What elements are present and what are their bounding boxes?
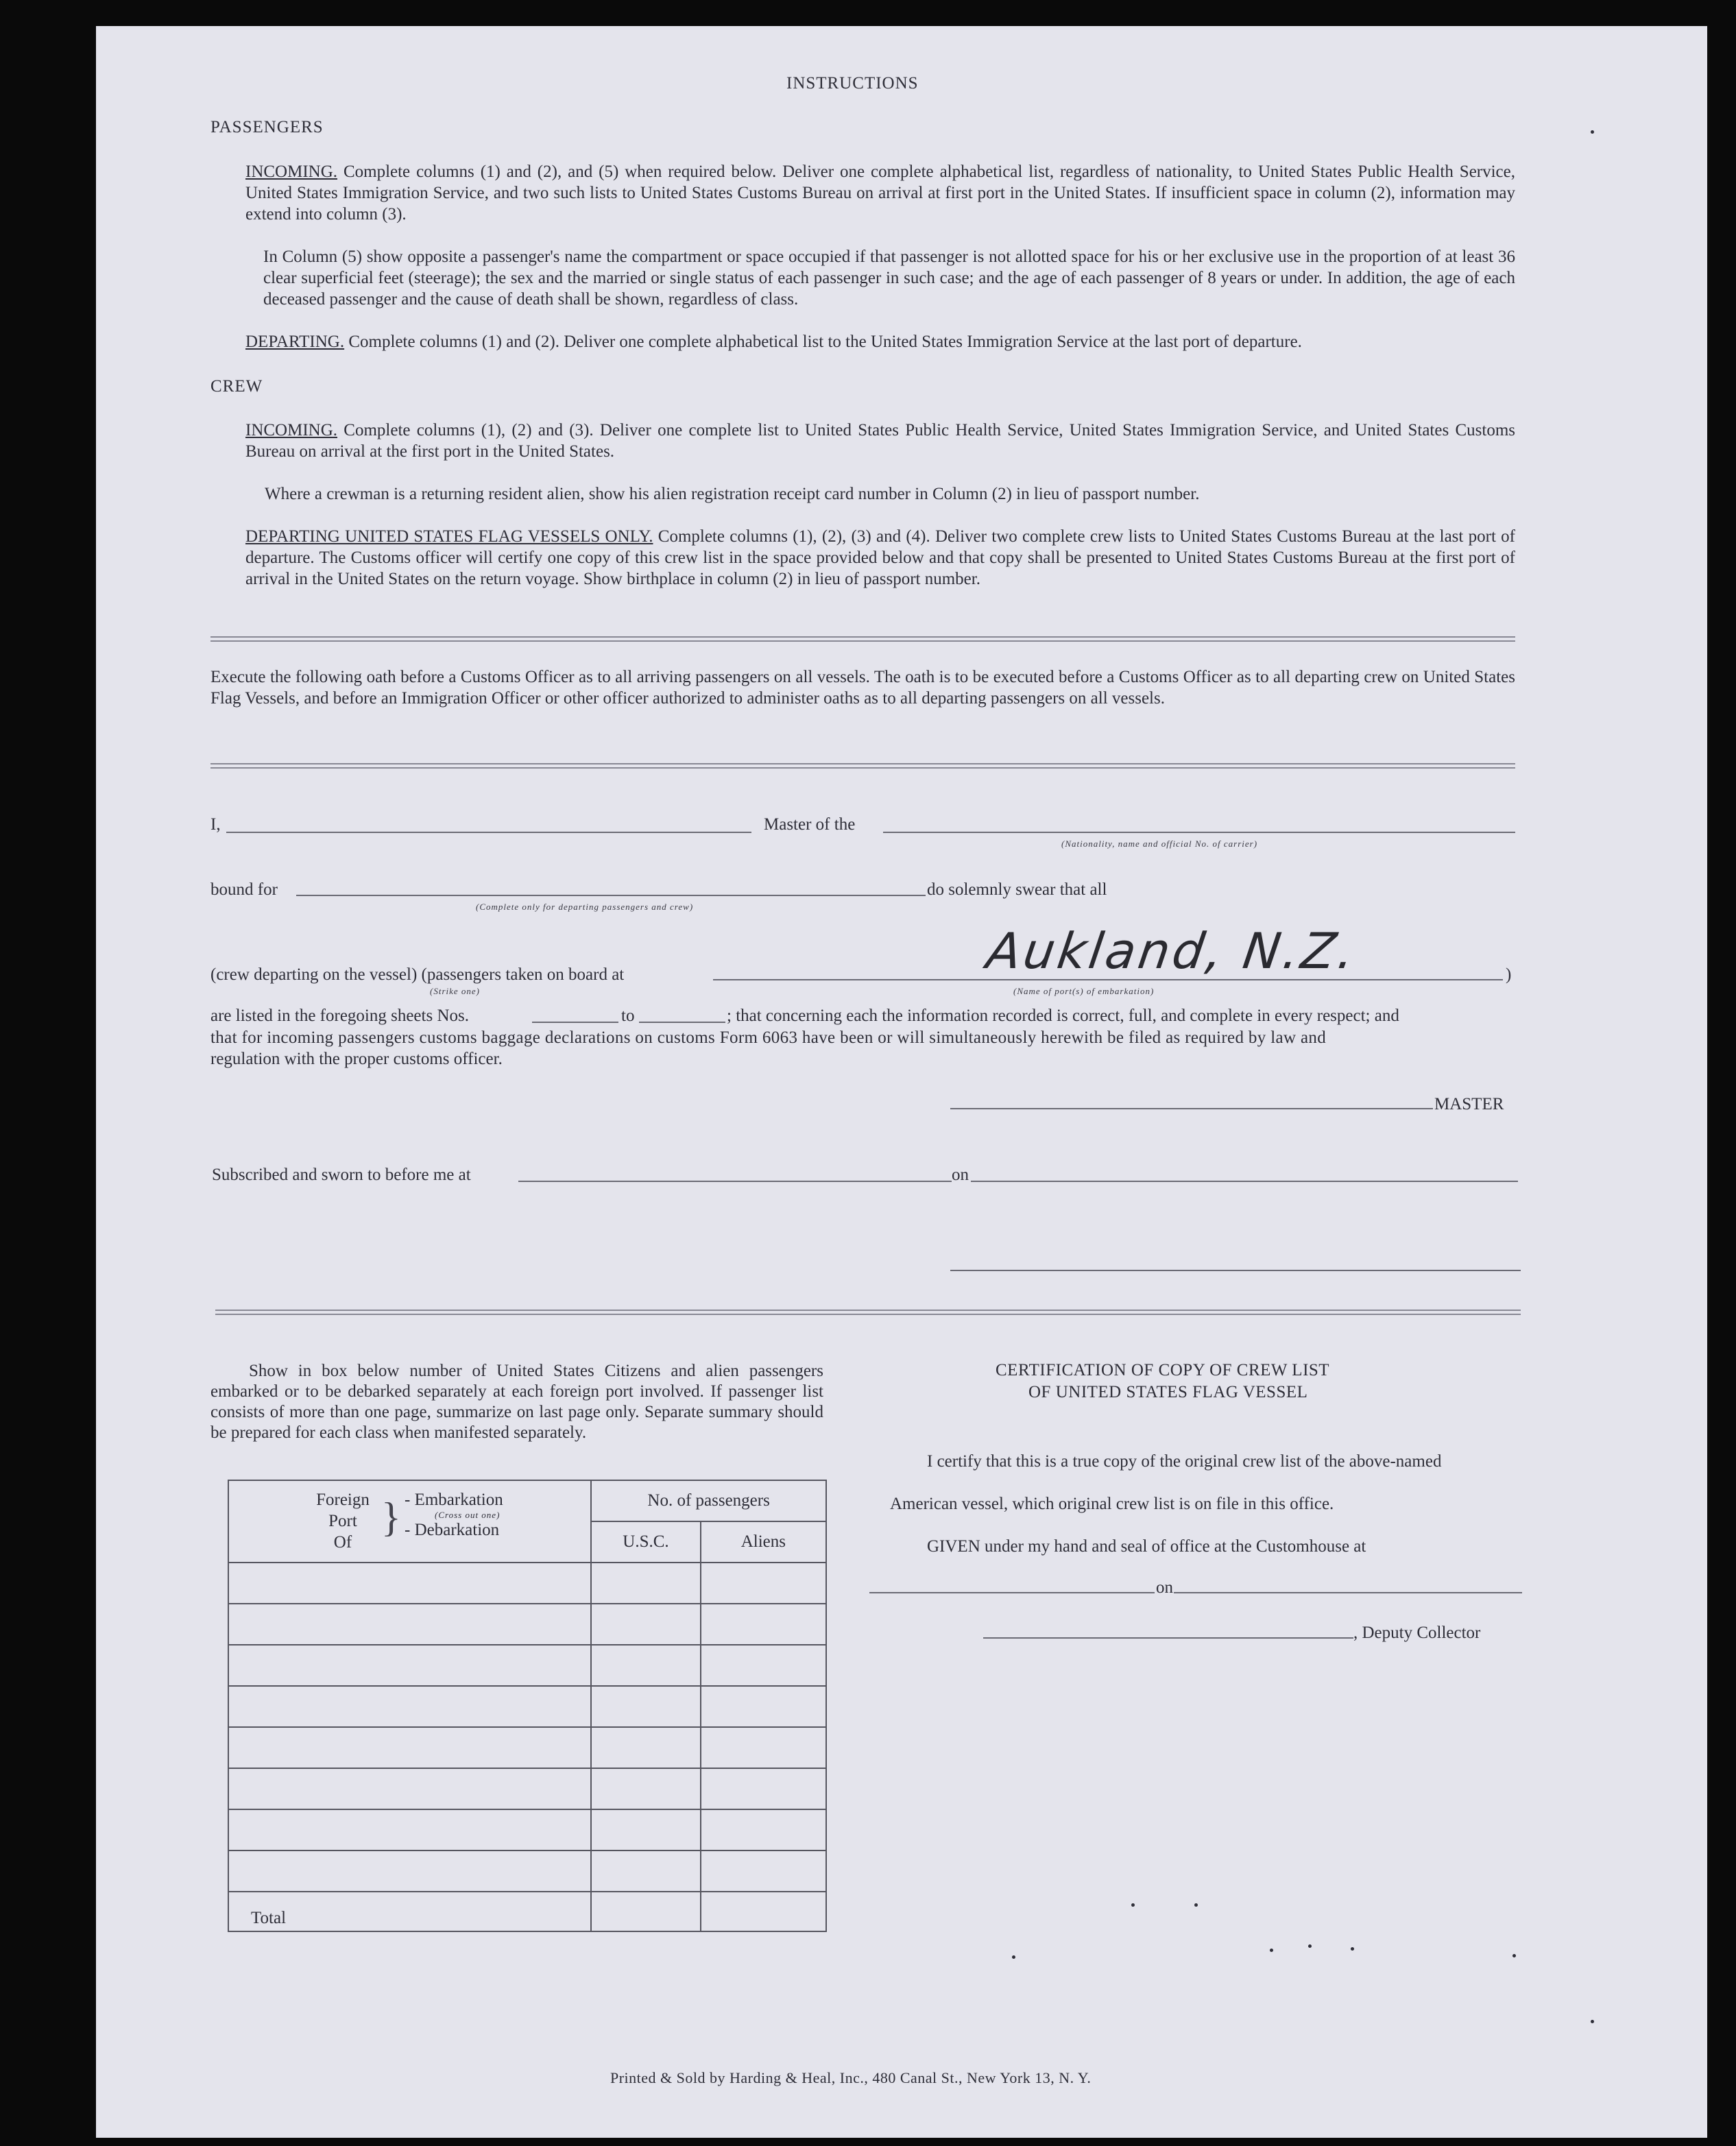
- oath-i-label: I,: [210, 815, 221, 834]
- table-row: [228, 1604, 826, 1645]
- crew-incoming-text: Complete columns (1), (2) and (3). Deliver one complete list to United States Public Health Service, United States Immigration Service, and United States Customs Bureau on arrival at the first port in the United States.: [245, 421, 1515, 461]
- table-row: [228, 1727, 826, 1768]
- printer-footer: Printed & Sold by Harding & Heal, Inc., 480 Canal St., New York 13, N. Y.: [610, 2069, 1092, 2086]
- strike-one-note: (Strike one): [430, 986, 481, 996]
- listed-line-2: that for incoming passengers customs baggage declarations on customs Form 6063 have been or will simultaneously herewith be filed as required by law and: [210, 1028, 1327, 1047]
- header-cross-out: (Cross out one): [435, 1510, 501, 1520]
- crew-incoming-paragraph: [245, 420, 1515, 462]
- usc-header: U.S.C.: [591, 1521, 700, 1563]
- divider: [210, 636, 1515, 642]
- table-row: [228, 1645, 826, 1686]
- header-of: Of: [333, 1533, 352, 1552]
- listed-sheets-label: are listed in the foregoing sheets Nos.: [210, 1006, 469, 1025]
- scan-speck: [1308, 1944, 1312, 1948]
- foreign-port-header: [228, 1480, 591, 1563]
- listed-text-rest: ; that concerning each the information recorded is correct, full, and complete in every respect; and: [727, 1006, 1399, 1025]
- to-label: to: [621, 1006, 635, 1025]
- scan-speck: [1012, 1955, 1015, 1959]
- divider: [215, 1310, 1521, 1315]
- header-port: Port: [328, 1512, 357, 1530]
- table-row: [228, 1768, 826, 1809]
- scan-speck: [1351, 1947, 1354, 1951]
- total-label: Total: [228, 1892, 591, 1931]
- certification-on-label: on: [1156, 1578, 1173, 1597]
- port-handwritten: Aukland, N.Z.: [983, 922, 1361, 980]
- crew-heading: CREW: [210, 377, 263, 396]
- sworn-on-label: on: [952, 1166, 969, 1184]
- certification-date-field[interactable]: [1174, 1592, 1522, 1593]
- passengers-incoming-text: Complete columns (1) and (2), and (5) when required below. Deliver one complete alphabetical list, regardless of nationality, to United States Public Health Service, United States Immigration Service, and two such lists to United States Customs Bureau on arrival at first port in the United States. If insufficient space in column (2), information may extend into column (3).: [245, 162, 1515, 224]
- certify-line-2: American vessel, which original crew list is on file in this office.: [890, 1495, 1334, 1513]
- instructions-title: INSTRUCTIONS: [786, 74, 919, 93]
- header-embarkation: - Embarkation: [405, 1491, 503, 1509]
- scan-speck: [1194, 1903, 1198, 1907]
- crew-departing-text: Complete columns (1), (2), (3) and (4). Deliver two complete crew lists to United States Customs Bureau at the last port of departure. The Customs officer will certify one copy of this crew list in the space provided below and that copy shall be presented to United States Customs Bureau at the first port of arrival in the United States on the return voyage. Show birthplace in column (2) in lieu of passport number.: [245, 527, 1515, 588]
- crew-passengers-label: (crew departing on the vessel) (passengers taken on board at: [210, 965, 625, 984]
- sheet-to-field[interactable]: [639, 1022, 725, 1023]
- sworn-at-field[interactable]: [518, 1181, 952, 1182]
- table-row: [228, 1850, 826, 1892]
- master-of-the-label: Master of the: [764, 815, 856, 834]
- crew-departing-paragraph: [245, 526, 1515, 590]
- bound-for-label: bound for: [210, 880, 278, 899]
- header-foreign: Foreign: [316, 1491, 370, 1509]
- oath-intro: Execute the following oath before a Customs Officer as to all arriving passengers on all vessels. The oath is to be executed before a Customs Officer as to all departing crew on United States Flag Vessels, and before an Immigration Officer or other officer authorized to administer oaths as to all departing passengers on all vessels.: [210, 668, 1515, 708]
- passengers-incoming-paragraph: [245, 161, 1515, 225]
- scan-speck: [1591, 2020, 1594, 2023]
- officer-signature-field[interactable]: [950, 1270, 1521, 1271]
- customhouse-field[interactable]: [869, 1592, 1155, 1593]
- subscribed-label: Subscribed and sworn to before me at: [212, 1166, 471, 1184]
- listed-line-3: regulation with the proper customs officer.: [210, 1050, 503, 1068]
- certify-line-1: I certify that this is a true copy of the original crew list of the above-named: [927, 1452, 1442, 1471]
- summary-instructions: Show in box below number of United States Citizens and alien passengers embarked or to be debarked separately at each foreign port involved. If passenger list consists of more than one page, summarize on last page only. Separate summary should be prepared for each class when manifested separately.: [210, 1362, 823, 1442]
- brace: }: [381, 1495, 401, 1540]
- passengers-heading: PASSENGERS: [210, 118, 324, 136]
- given-line: GIVEN under my hand and seal of office at the Customhouse at: [927, 1537, 1366, 1556]
- passengers-incoming-label: INCOMING.: [245, 162, 338, 181]
- divider: [210, 763, 1515, 769]
- crew-resident-paragraph: Where a crewman is a returning resident alien, show his alien registration receipt card number in Column (2) in lieu of passport number.: [265, 485, 1200, 503]
- certification-title-line2: OF UNITED STATES FLAG VESSEL: [1028, 1383, 1308, 1401]
- passengers-departing-text: Complete columns (1) and (2). Deliver one complete alphabetical list to the United States Immigration Service at the last port of departure.: [344, 333, 1302, 351]
- port-note: (Name of port(s) of embarkation): [1013, 986, 1155, 996]
- passengers-column5-paragraph: In Column (5) show opposite a passenger's name the compartment or space occupied if that passenger is not allotted space for his or her exclusive use in the proportion of at least 36 clear superficial feet (steerage); the sex and the married or single status of each passenger in such case; and the age of each passenger of 8 years or under. In addition, the age of each deceased passenger and the cause of death shall be shown, regardless of class.: [263, 248, 1515, 309]
- table-row: [228, 1686, 826, 1727]
- sworn-date-field[interactable]: [971, 1181, 1518, 1182]
- no-passengers-header: No. of passengers: [591, 1480, 826, 1521]
- table-row: [228, 1563, 826, 1604]
- scan-speck: [1512, 1954, 1516, 1957]
- scan-speck: [1270, 1949, 1273, 1952]
- bound-for-field[interactable]: [296, 895, 926, 896]
- table-row: [228, 1809, 826, 1850]
- complete-only-note: (Complete only for departing passengers and crew): [476, 902, 694, 912]
- certification-title-line1: CERTIFICATION OF COPY OF CREW LIST: [996, 1361, 1330, 1379]
- nationality-note: (Nationality, name and official No. of carrier): [1061, 839, 1258, 849]
- deputy-collector-label: , Deputy Collector: [1353, 1624, 1481, 1642]
- master-name-field[interactable]: [226, 832, 751, 833]
- deputy-collector-signature-field[interactable]: [983, 1637, 1353, 1639]
- scan-speck: [1131, 1903, 1135, 1907]
- close-paren: ): [1506, 965, 1512, 984]
- passengers-departing-label: DEPARTING.: [245, 333, 345, 351]
- passengers-departing-paragraph: [245, 331, 1515, 352]
- crew-incoming-label: INCOMING.: [245, 421, 338, 439]
- total-row: [228, 1892, 826, 1931]
- solemnly-swear-label: do solemnly swear that all: [927, 880, 1107, 899]
- crew-departing-label: DEPARTING UNITED STATES FLAG VESSELS ONLY.: [245, 527, 653, 546]
- master-signature-field[interactable]: [950, 1108, 1433, 1109]
- header-debarkation: - Debarkation: [405, 1521, 500, 1539]
- master-label: MASTER: [1434, 1095, 1504, 1113]
- passenger-summary-table: [228, 1480, 827, 1932]
- aliens-header: Aliens: [701, 1521, 826, 1563]
- sheet-from-field[interactable]: [532, 1022, 618, 1023]
- carrier-field[interactable]: [883, 832, 1515, 833]
- scan-speck: [1591, 130, 1594, 134]
